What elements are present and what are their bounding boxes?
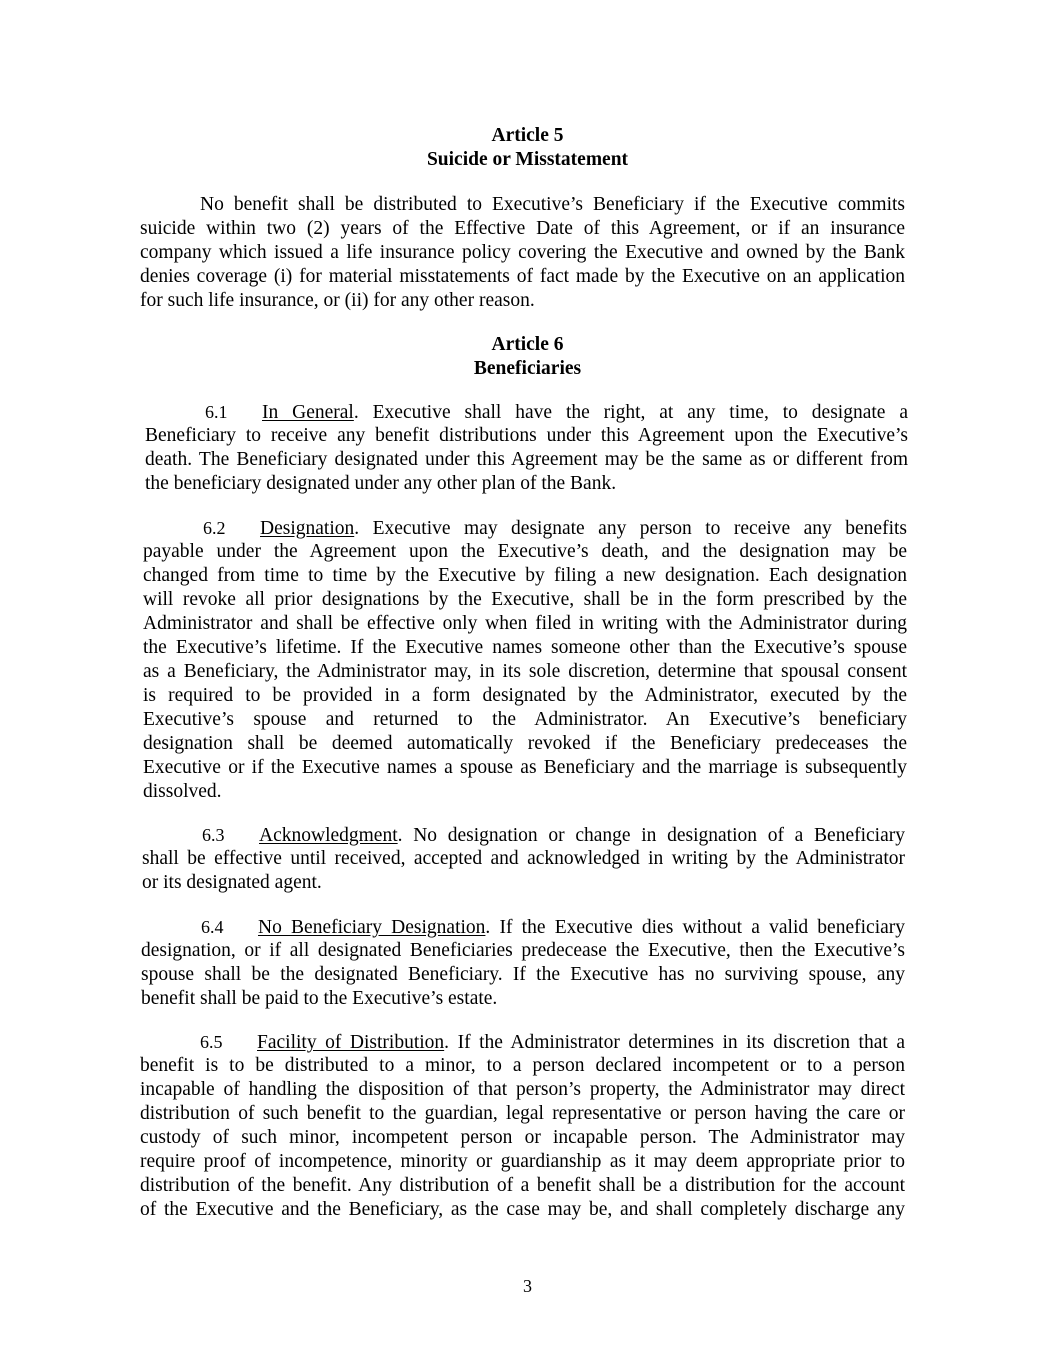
section-6-3	[142, 823, 905, 895]
section-line: shall be effective until received, accepted and acknowledged in writing by the Administrator	[142, 848, 905, 869]
section-6-2	[143, 516, 907, 804]
paragraph-line: denies coverage (i) for material misstatements of fact made by the Executive on an application	[140, 266, 905, 287]
section-line: custody of such minor, incompetent person or incapable person. The Administrator may	[140, 1127, 905, 1148]
section-heading: Facility of Distribution	[257, 1032, 445, 1053]
section-text: . Executive shall have the right, at any time, to designate a	[353, 402, 908, 423]
section-line: spouse shall be the designated Beneficiary. If the Executive has no surviving spouse, any	[141, 964, 905, 985]
section-number: 6.2	[203, 518, 226, 538]
section-line: payable under the Agreement upon the Executive’s death, and the designation may be	[143, 541, 907, 562]
paragraph-line: suicide within two (2) years of the Effective Date of this Agreement, or if an insurance	[140, 218, 905, 239]
section-heading: Designation	[260, 518, 355, 539]
paragraph-line: No benefit shall be distributed to Executive’s Beneficiary if the Executive commits	[200, 194, 905, 215]
section-line: designation, or if all designated Beneficiaries predecease the Executive, then the Executive’s	[141, 940, 905, 961]
article-5-subtitle: Suicide or Misstatement	[426, 149, 629, 170]
section-heading: No Beneficiary Designation	[258, 917, 486, 938]
section-number: 6.3	[202, 825, 225, 845]
section-number: 6.1	[205, 402, 228, 422]
section-first-line	[145, 400, 908, 424]
section-text: . Executive may designate any person to receive any benefits	[354, 518, 907, 539]
section-text: . If the Executive dies without a valid beneficiary	[485, 917, 906, 938]
section-heading: Acknowledgment	[259, 825, 398, 846]
section-first-line	[140, 1030, 905, 1054]
section-first-line	[142, 823, 905, 847]
section-line: require proof of incompetence, minority or guardianship as it may deem appropriate prior to	[140, 1151, 905, 1172]
section-line: Administrator and shall be effective only when filed in writing with the Administrator during	[143, 613, 907, 634]
article-5-title: Article 5	[491, 125, 564, 146]
section-line: Executive or if the Executive names a spouse as Beneficiary and the marriage is subsequently	[143, 757, 907, 778]
section-line: Beneficiary to receive any benefit distributions under this Agreement upon the Executive’s	[145, 425, 908, 446]
section-line: designation shall be deemed automatically revoked if the Beneficiary predeceases the	[143, 733, 907, 754]
section-line: benefit shall be paid to the Executive’s estate.	[141, 988, 498, 1009]
section-line: benefit is to be distributed to a minor, to a person declared incompetent or to a person	[140, 1055, 905, 1076]
section-6-1	[145, 400, 908, 496]
section-line: incapable of handling the disposition of that person’s property, the Administrator may direct	[140, 1079, 905, 1100]
section-6-4	[141, 915, 905, 1011]
section-line: will revoke all prior designations by the Executive, shall be in the form prescribed by the	[143, 589, 907, 610]
section-line: as a Beneficiary, the Administrator may, in its sole discretion, determine that spousal consent	[143, 661, 907, 682]
article-6-subtitle: Beneficiaries	[473, 358, 582, 379]
section-line: of the Executive and the Beneficiary, as the case may be, and shall completely discharge any	[140, 1199, 905, 1220]
section-line: changed from time to time by the Executive by filing a new designation. Each designation	[143, 565, 907, 586]
section-text: . If the Administrator determines in its discretion that a	[444, 1032, 905, 1053]
section-6-5	[140, 1030, 905, 1222]
section-first-line	[141, 915, 905, 939]
section-line: distribution of the benefit. Any distribution of a benefit shall be a distribution for the account	[140, 1175, 905, 1196]
section-text: . No designation or change in designation of a Beneficiary	[397, 825, 905, 846]
section-line: distribution of such benefit to the guardian, legal representative or person having the care or	[140, 1103, 905, 1124]
section-line: the beneficiary designated under any other plan of the Bank.	[145, 473, 617, 494]
section-line: or its designated agent.	[142, 872, 322, 893]
section-line: the Executive’s lifetime. If the Executive names someone other than the Executive’s spouse	[143, 637, 907, 658]
section-line: dissolved.	[143, 781, 222, 802]
paragraph-line: for such life insurance, or (ii) for any other reason.	[140, 290, 535, 311]
page-number: 3	[523, 1276, 532, 1296]
section-number: 6.5	[200, 1032, 223, 1052]
section-line: death. The Beneficiary designated under this Agreement may be the same as or different from	[145, 449, 908, 470]
section-line: Executive’s spouse and returned to the Administrator. An Executive’s beneficiary	[143, 709, 907, 730]
section-number: 6.4	[201, 917, 224, 937]
section-heading: In General	[262, 402, 354, 423]
article-6-title: Article 6	[491, 334, 564, 355]
article-5-paragraph	[140, 193, 905, 313]
paragraph-line: company which issued a life insurance policy covering the Executive and owned by the Bank	[140, 242, 905, 263]
section-line: is required to be provided in a form designated by the Administrator, executed by the	[143, 685, 907, 706]
section-first-line	[143, 516, 907, 540]
